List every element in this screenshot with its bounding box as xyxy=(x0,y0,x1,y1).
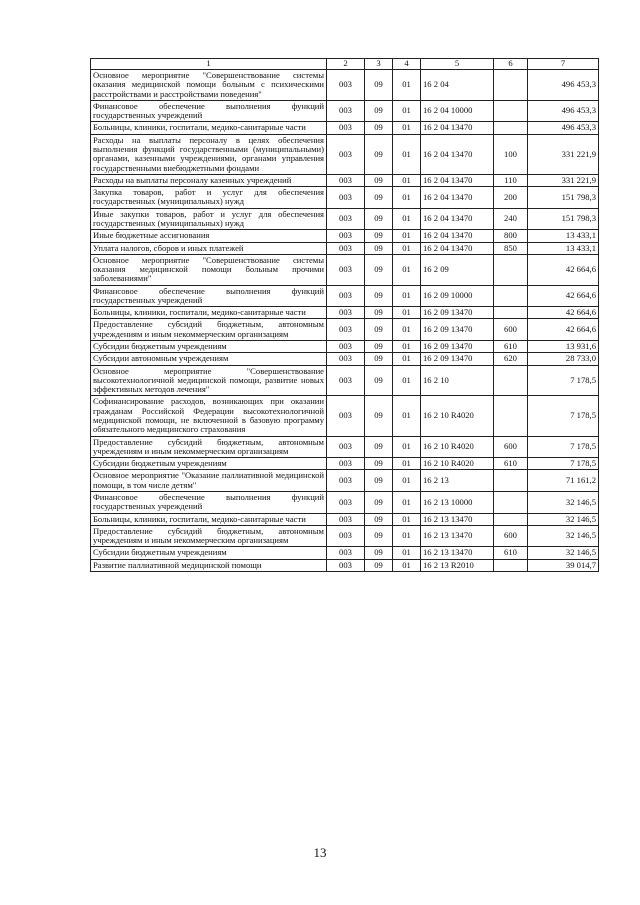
row-section-code: 09 xyxy=(365,122,393,134)
row-section-code: 09 xyxy=(365,396,393,436)
row-section-code: 09 xyxy=(365,307,393,319)
column-header: 7 xyxy=(528,59,599,70)
row-subsection-code: 01 xyxy=(393,365,421,396)
row-expense-type-code: 610 xyxy=(494,547,528,559)
row-ministry-code: 003 xyxy=(327,285,365,307)
row-ministry-code: 003 xyxy=(327,525,365,547)
row-name: Субсидии автономным учреждениям xyxy=(91,353,327,365)
row-subsection-code: 01 xyxy=(393,285,421,307)
row-ministry-code: 003 xyxy=(327,174,365,186)
row-name: Субсидии бюджетным учреждениям xyxy=(91,458,327,470)
table-body xyxy=(91,70,599,572)
row-ministry-code: 003 xyxy=(327,254,365,285)
row-subsection-code: 01 xyxy=(393,208,421,230)
row-target-article-code: 16 2 10 R4020 xyxy=(421,458,494,470)
row-name: Финансовое обеспечение выполнения функций государственных учреждений xyxy=(91,100,327,122)
row-expense-type-code: 800 xyxy=(494,230,528,242)
row-ministry-code: 003 xyxy=(327,100,365,122)
row-subsection-code: 01 xyxy=(393,341,421,353)
row-target-article-code: 16 2 04 10000 xyxy=(421,100,494,122)
row-amount: 28 733,0 xyxy=(528,353,599,365)
row-target-article-code: 16 2 13 10000 xyxy=(421,491,494,513)
table-row xyxy=(91,353,599,365)
row-name: Предоставление субсидий бюджетным, автономным учреждениям и иным некоммерческим организациям xyxy=(91,525,327,547)
row-section-code: 09 xyxy=(365,341,393,353)
row-target-article-code: 16 2 13 13470 xyxy=(421,525,494,547)
row-target-article-code: 16 2 04 13470 xyxy=(421,208,494,230)
row-amount: 151 798,3 xyxy=(528,187,599,209)
row-section-code: 09 xyxy=(365,174,393,186)
row-ministry-code: 003 xyxy=(327,208,365,230)
row-ministry-code: 003 xyxy=(327,353,365,365)
table-row xyxy=(91,285,599,307)
row-ministry-code: 003 xyxy=(327,547,365,559)
row-section-code: 09 xyxy=(365,458,393,470)
row-subsection-code: 01 xyxy=(393,254,421,285)
column-header: 1 xyxy=(91,59,327,70)
row-section-code: 09 xyxy=(365,491,393,513)
row-ministry-code: 003 xyxy=(327,319,365,341)
row-expense-type-code xyxy=(494,254,528,285)
table-row xyxy=(91,547,599,559)
row-expense-type-code: 620 xyxy=(494,353,528,365)
row-amount: 7 178,5 xyxy=(528,458,599,470)
table-row xyxy=(91,491,599,513)
row-name: Финансовое обеспечение выполнения функций государственных учреждений xyxy=(91,285,327,307)
row-subsection-code: 01 xyxy=(393,353,421,365)
table-row xyxy=(91,396,599,436)
row-expense-type-code: 100 xyxy=(494,134,528,174)
row-name: Иные закупки товаров, работ и услуг для обеспечения государственных (муниципальных) нужд xyxy=(91,208,327,230)
column-header: 4 xyxy=(393,59,421,70)
row-subsection-code: 01 xyxy=(393,458,421,470)
row-expense-type-code xyxy=(494,285,528,307)
table-row xyxy=(91,134,599,174)
row-ministry-code: 003 xyxy=(327,458,365,470)
row-amount: 151 798,3 xyxy=(528,208,599,230)
row-name: Софинансирование расходов, возникающих при оказании гражданам Российской Федерации высокотехнологичной медицинской помощи, не включенной в базовую программу обязательного медицинского страхования xyxy=(91,396,327,436)
row-target-article-code: 16 2 09 13470 xyxy=(421,319,494,341)
row-target-article-code: 16 2 04 13470 xyxy=(421,122,494,134)
row-subsection-code: 01 xyxy=(393,242,421,254)
row-amount: 32 146,5 xyxy=(528,491,599,513)
row-target-article-code: 16 2 04 13470 xyxy=(421,242,494,254)
row-expense-type-code xyxy=(494,396,528,436)
row-expense-type-code xyxy=(494,559,528,571)
row-target-article-code: 16 2 09 13470 xyxy=(421,307,494,319)
row-target-article-code: 16 2 10 xyxy=(421,365,494,396)
header-row xyxy=(91,59,599,70)
row-name: Уплата налогов, сборов и иных платежей xyxy=(91,242,327,254)
row-target-article-code: 16 2 13 13470 xyxy=(421,547,494,559)
table-row xyxy=(91,365,599,396)
row-ministry-code: 003 xyxy=(327,307,365,319)
row-ministry-code: 003 xyxy=(327,341,365,353)
row-expense-type-code: 610 xyxy=(494,341,528,353)
row-name: Расходы на выплаты персоналу в целях обеспечения выполнения функций государственными (муниципальными) органами, казенными учреждениями, органами управления государственными внебюджетными фондами xyxy=(91,134,327,174)
row-section-code: 09 xyxy=(365,353,393,365)
table-row xyxy=(91,559,599,571)
row-expense-type-code: 850 xyxy=(494,242,528,254)
row-target-article-code: 16 2 10 R4020 xyxy=(421,396,494,436)
row-amount: 7 178,5 xyxy=(528,365,599,396)
table-row xyxy=(91,174,599,186)
table-row xyxy=(91,122,599,134)
row-expense-type-code: 600 xyxy=(494,525,528,547)
row-expense-type-code xyxy=(494,470,528,492)
row-section-code: 09 xyxy=(365,70,393,101)
row-amount: 71 161,2 xyxy=(528,470,599,492)
row-expense-type-code: 240 xyxy=(494,208,528,230)
row-target-article-code: 16 2 09 xyxy=(421,254,494,285)
row-name: Субсидии бюджетным учреждениям xyxy=(91,547,327,559)
row-subsection-code: 01 xyxy=(393,230,421,242)
row-target-article-code: 16 2 09 13470 xyxy=(421,353,494,365)
table-row xyxy=(91,242,599,254)
row-ministry-code: 003 xyxy=(327,187,365,209)
row-expense-type-code xyxy=(494,513,528,525)
row-amount: 42 664,6 xyxy=(528,307,599,319)
row-target-article-code: 16 2 09 13470 xyxy=(421,341,494,353)
row-target-article-code: 16 2 04 13470 xyxy=(421,187,494,209)
row-name: Предоставление субсидий бюджетным, автономным учреждениям и иным некоммерческим организациям xyxy=(91,436,327,458)
table-row xyxy=(91,100,599,122)
row-section-code: 09 xyxy=(365,470,393,492)
row-name: Субсидии бюджетным учреждениям xyxy=(91,341,327,353)
row-expense-type-code: 200 xyxy=(494,187,528,209)
row-expense-type-code: 600 xyxy=(494,436,528,458)
row-expense-type-code xyxy=(494,307,528,319)
row-ministry-code: 003 xyxy=(327,230,365,242)
row-expense-type-code: 610 xyxy=(494,458,528,470)
row-subsection-code: 01 xyxy=(393,436,421,458)
row-ministry-code: 003 xyxy=(327,365,365,396)
row-amount: 13 433,1 xyxy=(528,242,599,254)
row-amount: 331 221,9 xyxy=(528,174,599,186)
row-name: Больницы, клиники, госпитали, медико-санитарные части xyxy=(91,307,327,319)
row-amount: 7 178,5 xyxy=(528,436,599,458)
row-ministry-code: 003 xyxy=(327,559,365,571)
row-subsection-code: 01 xyxy=(393,559,421,571)
row-section-code: 09 xyxy=(365,559,393,571)
row-amount: 13 931,6 xyxy=(528,341,599,353)
table-row xyxy=(91,341,599,353)
column-header: 5 xyxy=(421,59,494,70)
row-ministry-code: 003 xyxy=(327,134,365,174)
row-ministry-code: 003 xyxy=(327,436,365,458)
row-section-code: 09 xyxy=(365,513,393,525)
row-amount: 496 453,3 xyxy=(528,100,599,122)
row-target-article-code: 16 2 13 xyxy=(421,470,494,492)
row-section-code: 09 xyxy=(365,187,393,209)
row-subsection-code: 01 xyxy=(393,319,421,341)
table-row xyxy=(91,70,599,101)
table-row xyxy=(91,319,599,341)
row-name: Закупка товаров, работ и услуг для обеспечения государственных (муниципальных) нужд xyxy=(91,187,327,209)
row-subsection-code: 01 xyxy=(393,100,421,122)
row-name: Финансовое обеспечение выполнения функций государственных учреждений xyxy=(91,491,327,513)
table-row xyxy=(91,208,599,230)
row-name: Расходы на выплаты персоналу казенных учреждений xyxy=(91,174,327,186)
row-amount: 32 146,5 xyxy=(528,525,599,547)
row-section-code: 09 xyxy=(365,254,393,285)
row-expense-type-code: 110 xyxy=(494,174,528,186)
row-target-article-code: 16 2 04 13470 xyxy=(421,174,494,186)
row-amount: 496 453,3 xyxy=(528,70,599,101)
table-row xyxy=(91,230,599,242)
row-amount: 42 664,6 xyxy=(528,319,599,341)
row-name: Предоставление субсидий бюджетным, автономным учреждениям и иным некоммерческим организациям xyxy=(91,319,327,341)
row-name: Развитие паллиативной медицинской помощи xyxy=(91,559,327,571)
row-subsection-code: 01 xyxy=(393,134,421,174)
row-ministry-code: 003 xyxy=(327,70,365,101)
row-expense-type-code xyxy=(494,365,528,396)
row-section-code: 09 xyxy=(365,525,393,547)
row-section-code: 09 xyxy=(365,134,393,174)
budget-table xyxy=(90,58,599,572)
row-ministry-code: 003 xyxy=(327,513,365,525)
row-name: Иные бюджетные ассигнования xyxy=(91,230,327,242)
row-target-article-code: 16 2 04 xyxy=(421,70,494,101)
column-header: 3 xyxy=(365,59,393,70)
row-name: Основное мероприятие "Оказание паллиативной медицинской помощи, в том числе детям" xyxy=(91,470,327,492)
row-expense-type-code xyxy=(494,70,528,101)
row-section-code: 09 xyxy=(365,100,393,122)
row-name: Больницы, клиники, госпитали, медико-санитарные части xyxy=(91,513,327,525)
row-section-code: 09 xyxy=(365,436,393,458)
row-target-article-code: 16 2 13 R2010 xyxy=(421,559,494,571)
row-subsection-code: 01 xyxy=(393,491,421,513)
row-section-code: 09 xyxy=(365,230,393,242)
document-sheet xyxy=(90,58,598,572)
row-amount: 42 664,6 xyxy=(528,285,599,307)
row-section-code: 09 xyxy=(365,319,393,341)
table-row xyxy=(91,458,599,470)
table-row xyxy=(91,525,599,547)
row-subsection-code: 01 xyxy=(393,547,421,559)
row-ministry-code: 003 xyxy=(327,470,365,492)
row-target-article-code: 16 2 09 10000 xyxy=(421,285,494,307)
row-target-article-code: 16 2 13 13470 xyxy=(421,513,494,525)
row-amount: 39 014,7 xyxy=(528,559,599,571)
row-amount: 496 453,3 xyxy=(528,122,599,134)
row-subsection-code: 01 xyxy=(393,396,421,436)
row-amount: 42 664,6 xyxy=(528,254,599,285)
row-amount: 7 178,5 xyxy=(528,396,599,436)
row-expense-type-code: 600 xyxy=(494,319,528,341)
row-section-code: 09 xyxy=(365,208,393,230)
row-section-code: 09 xyxy=(365,242,393,254)
row-section-code: 09 xyxy=(365,547,393,559)
table-row xyxy=(91,513,599,525)
row-subsection-code: 01 xyxy=(393,70,421,101)
row-subsection-code: 01 xyxy=(393,307,421,319)
row-name: Основное мероприятие "Совершенствование высокотехнологичной медицинской помощи, развитие новых эффективных методов лечения" xyxy=(91,365,327,396)
row-expense-type-code xyxy=(494,100,528,122)
row-amount: 32 146,5 xyxy=(528,547,599,559)
row-section-code: 09 xyxy=(365,285,393,307)
row-name: Основное мероприятие "Совершенствование системы оказания медицинской помощи больным прочими заболеваниями" xyxy=(91,254,327,285)
row-name: Основное мероприятие "Совершенствование системы оказания медицинской помощи больным с психическими расстройствами и расстройствами поведения" xyxy=(91,70,327,101)
row-ministry-code: 003 xyxy=(327,122,365,134)
row-ministry-code: 003 xyxy=(327,396,365,436)
table-row xyxy=(91,436,599,458)
row-expense-type-code xyxy=(494,122,528,134)
row-ministry-code: 003 xyxy=(327,491,365,513)
column-header: 2 xyxy=(327,59,365,70)
row-amount: 13 433,1 xyxy=(528,230,599,242)
row-amount: 331 221,9 xyxy=(528,134,599,174)
row-amount: 32 146,5 xyxy=(528,513,599,525)
row-target-article-code: 16 2 04 13470 xyxy=(421,230,494,242)
row-subsection-code: 01 xyxy=(393,470,421,492)
row-expense-type-code xyxy=(494,491,528,513)
row-name: Больницы, клиники, госпитали, медико-санитарные части xyxy=(91,122,327,134)
column-header: 6 xyxy=(494,59,528,70)
table-row xyxy=(91,254,599,285)
row-subsection-code: 01 xyxy=(393,187,421,209)
row-section-code: 09 xyxy=(365,365,393,396)
table-row xyxy=(91,307,599,319)
table-row xyxy=(91,187,599,209)
row-target-article-code: 16 2 10 R4020 xyxy=(421,436,494,458)
row-subsection-code: 01 xyxy=(393,513,421,525)
row-ministry-code: 003 xyxy=(327,242,365,254)
row-subsection-code: 01 xyxy=(393,174,421,186)
table-row xyxy=(91,470,599,492)
row-target-article-code: 16 2 04 13470 xyxy=(421,134,494,174)
row-subsection-code: 01 xyxy=(393,122,421,134)
row-subsection-code: 01 xyxy=(393,525,421,547)
page-number: 13 xyxy=(313,845,327,860)
